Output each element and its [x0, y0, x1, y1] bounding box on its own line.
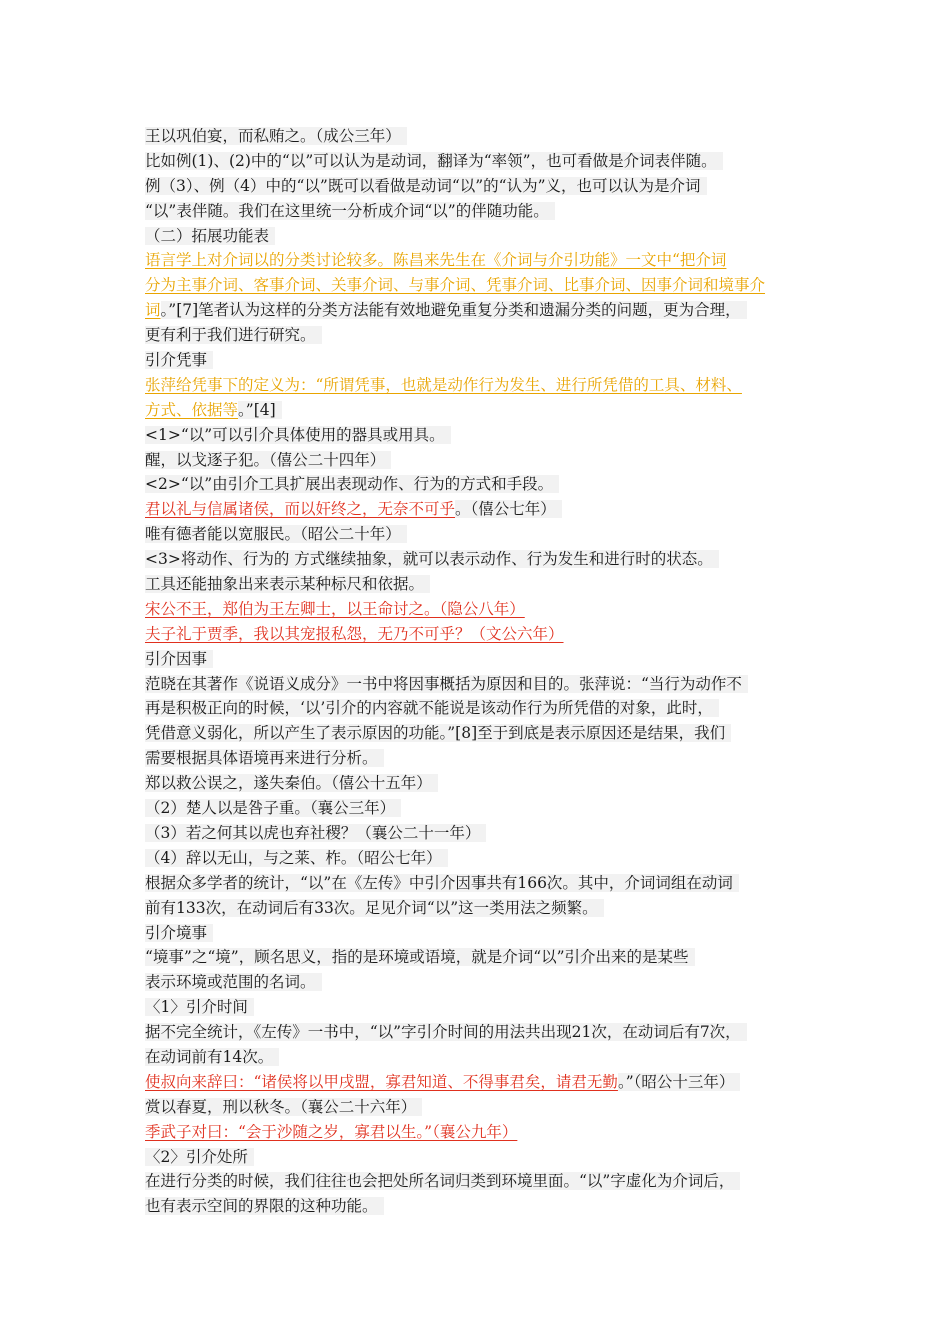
text-line [145, 497, 825, 522]
text-line [145, 995, 825, 1020]
text-segment: 唯有德者能以宽服民。（昭公二十年） [145, 525, 407, 543]
highlighted-text-segment: 方式、依据等 [145, 400, 239, 419]
text-segment: 范晓在其著作《说语义成分》一书中将因事概括为原因和目的。张萍说：“当行为动作不 [145, 675, 748, 693]
text-segment: （4）辞以无山，与之莱、柞。（昭公七年） [145, 849, 448, 867]
text-segment: <1>“以”可以引介具体使用的器具或用具。 [145, 426, 451, 444]
text-line [145, 149, 825, 174]
text-segment: 。”（昭公十三年） [618, 1073, 740, 1091]
text-segment: 凭借意义弱化，所以产生了表示原因的功能。”[8]至于到底是表示原因还是结果，我们 [145, 724, 731, 742]
text-line [145, 921, 825, 946]
text-line [145, 572, 825, 597]
highlighted-text-segment: 词 [145, 301, 161, 320]
highlighted-text-segment: 季武子对曰：“会于沙随之岁，寡君以生。”（襄公九年） [145, 1122, 518, 1141]
text-segment: <3>将动作、行为的 方式继续抽象，就可以表示动作、行为发生和进行时的状态。 [145, 550, 719, 568]
highlighted-text-segment: 张萍给凭事下的定义为：“所谓凭事，也就是动作行为发生、进行所凭借的工具、材料、 [145, 375, 742, 394]
text-line [145, 1169, 825, 1194]
text-line [145, 945, 825, 970]
text-segment: 更有利于我们进行研究。 [145, 326, 322, 344]
text-segment: 〈1〉引介时间 [145, 998, 254, 1016]
text-line [145, 248, 825, 273]
text-line [145, 721, 825, 746]
text-segment: 需要根据具体语境再来进行分析。 [145, 749, 384, 767]
text-line [145, 323, 825, 348]
text-segment: 引介因事 [145, 650, 213, 668]
highlighted-text-segment: 分为主事介词、客事介词、关事介词、与事介词、凭事介词、比事介词、因事介词和境事介 [145, 276, 766, 295]
text-segment: 郑以救公误之，遂失秦伯。（僖公十五年） [145, 774, 438, 792]
text-line [145, 796, 825, 821]
text-line [145, 647, 825, 672]
text-segment: 引介境事 [145, 924, 213, 942]
text-segment: 在动词前有14次。 [145, 1048, 279, 1066]
text-segment: 〈2〉引介处所 [145, 1148, 254, 1166]
text-segment: “以”表伴随。我们在这里统一分析成介词“以”的伴随功能。 [145, 202, 555, 220]
highlighted-text-segment: 语言学上对介词以的分类讨论较多。陈昌来先生在《介词与介引功能》一文中“把介词 [145, 251, 727, 270]
text-segment: 赏以春夏，刑以秋冬。（襄公二十六年） [145, 1098, 422, 1116]
text-line [145, 1145, 825, 1170]
text-line [145, 1194, 825, 1219]
document-body [145, 124, 825, 1219]
text-line [145, 298, 825, 323]
text-line [145, 1095, 825, 1120]
highlighted-text-segment: 使叔向来辞曰：“诸侯将以甲戌盟，寡君知道、不得事君矣，请君无勤 [145, 1072, 618, 1091]
text-line [145, 672, 825, 697]
text-line [145, 448, 825, 473]
text-line [145, 771, 825, 796]
text-segment: 据不完全统计，《左传》一书中，“以”字引介时间的用法共出现21次，在动词后有7次， [145, 1023, 747, 1041]
text-segment: 根据众多学者的统计，“以”在《左传》中引介因事共有166次。其中，介词词组在动词 [145, 874, 739, 892]
text-segment: 前有133次，在动词后有33次。足见介词“以”这一类用法之频繁。 [145, 899, 604, 917]
text-line [145, 970, 825, 995]
text-segment: （3）若之何其以虎也弃社稷？（襄公二十一年） [145, 824, 486, 842]
text-line [145, 1045, 825, 1070]
text-segment: 。（僖公七年） [455, 500, 562, 518]
text-segment: 王以巩伯宴，而私贿之。（成公三年） [145, 127, 407, 145]
text-line [145, 423, 825, 448]
highlighted-text-segment: 宋公不王，郑伯为王左卿士，以王命讨之。（隐公八年） [145, 599, 525, 618]
text-line [145, 348, 825, 373]
text-segment: 表示环境或范围的名词。 [145, 973, 322, 991]
text-line [145, 547, 825, 572]
text-line [145, 896, 825, 921]
text-line [145, 846, 825, 871]
text-line [145, 124, 825, 149]
text-segment: 也有表示空间的界限的这种功能。 [145, 1197, 384, 1215]
text-line [145, 273, 825, 298]
text-segment: 醒，以戈逐子犯。（僖公二十四年） [145, 451, 391, 469]
text-line [145, 199, 825, 224]
text-segment: （二）拓展功能表 [145, 227, 275, 245]
text-segment: 工具还能抽象出来表示某种标尺和依据。 [145, 575, 430, 593]
text-line [145, 871, 825, 896]
text-segment: 比如例(1)、(2)中的“以”可以认为是动词，翻译为“率领”，也可看做是介词表伴随。 [145, 152, 723, 170]
text-line [145, 622, 825, 647]
text-segment: 再是积极正向的时候，‘以’引介的内容就不能说是该动作行为所凭借的对象，此时， [145, 699, 719, 717]
text-line [145, 1120, 825, 1145]
text-line [145, 522, 825, 547]
text-segment: （2）楚人以是咎子重。（襄公三年） [145, 799, 401, 817]
text-segment: 。”[4] [238, 401, 282, 419]
text-line [145, 746, 825, 771]
text-line [145, 597, 825, 622]
text-segment: <2>“以”由引介工具扩展出表现动作、行为的方式和手段。 [145, 475, 559, 493]
text-segment: “境事”之“境”，顾名思义，指的是环境或语境，就是介词“以”引介出来的是某些 [145, 948, 695, 966]
text-segment: 在进行分类的时候，我们往往也会把处所名词归类到环境里面。“以”字虚化为介词后， [145, 1172, 740, 1190]
text-line [145, 373, 825, 398]
highlighted-text-segment: 君以礼与信属诸侯，而以奸终之，无奈不可乎 [145, 500, 456, 519]
text-line [145, 224, 825, 249]
text-line [145, 1020, 825, 1045]
text-line [145, 821, 825, 846]
text-line [145, 398, 825, 423]
text-line [145, 1070, 825, 1095]
text-segment: 例（3）、例（4）中的“以”既可以看做是动词“以”的“认为”义，也可以认为是介词 [145, 177, 707, 195]
text-line [145, 696, 825, 721]
text-line [145, 472, 825, 497]
text-segment: 。”[7]笔者认为这样的分类方法能有效地避免重复分类和遗漏分类的问题，更为合理， [161, 301, 747, 319]
text-line [145, 174, 825, 199]
highlighted-text-segment: 夫子礼于贾季，我以其宠报私怨，无乃不可乎？（文公六年） [145, 624, 564, 643]
text-segment: 引介凭事 [145, 351, 213, 369]
